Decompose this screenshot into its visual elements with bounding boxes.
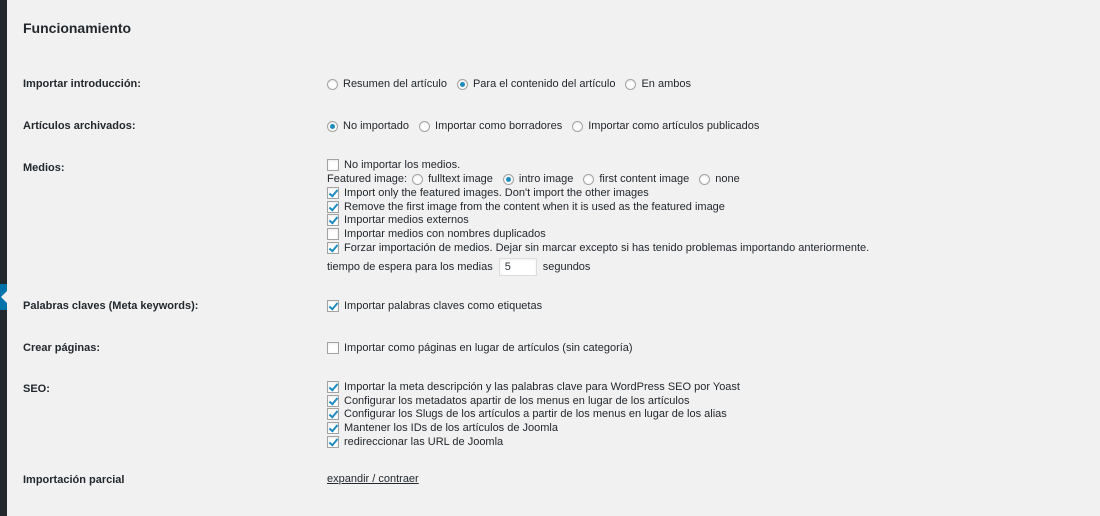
media-force-import-label: Forzar importación de medios. Dejar sin marcar excepto si has tenido problemas importando anteriormente.: [344, 242, 870, 254]
seo-slugs-menus-checkbox[interactable]: [327, 408, 339, 420]
keywords-as-tags-checkbox[interactable]: [327, 300, 339, 312]
seo-redirect-urls-label: redireccionar las URL de Joomla: [344, 436, 504, 448]
media-duplicate-names-checkbox[interactable]: [327, 228, 339, 240]
media-duplicate-names-label: Importar medios con nombres duplicados: [344, 228, 546, 240]
archived-option-not-imported-label: No importado: [343, 120, 410, 132]
featured-radio-none[interactable]: [699, 174, 710, 185]
media-check-row: [327, 186, 649, 200]
menu-pointer-arrow-icon: [1, 290, 8, 304]
archived-radio-published[interactable]: [572, 121, 583, 132]
pages-label: Crear páginas:: [23, 342, 101, 354]
admin-sidebar-edge: [0, 0, 7, 516]
intro-radio-content[interactable]: [457, 79, 468, 90]
featured-option-intro-label: intro image: [518, 173, 574, 185]
media-no-import-row: [327, 158, 460, 172]
archived-option-drafts-label: Importar como borradores: [435, 120, 563, 132]
seo-check-row: [327, 435, 503, 449]
media-remove-first-image-label: Remove the first image from the content when it is used as the featured image: [344, 201, 725, 213]
featured-radio-fulltext[interactable]: [412, 174, 423, 185]
keywords-as-tags-label: Importar palabras claves como etiquetas: [344, 300, 543, 312]
keywords-row: [327, 299, 542, 313]
featured-radio-intro[interactable]: [503, 174, 514, 185]
featured-option-none-label: none: [715, 173, 740, 185]
archived-option-published-label: Importar como artículos publicados: [588, 120, 760, 132]
media-timeout-label: tiempo de espera para los medias: [327, 261, 493, 273]
media-check-row: [327, 200, 725, 214]
media-check-row: [327, 213, 469, 227]
seo-keep-ids-label: Mantener los IDs de los artículos de Joomla: [344, 422, 558, 434]
seo-check-row: [327, 380, 740, 394]
archived-radio-drafts[interactable]: [419, 121, 430, 132]
seo-yoast-label: Importar la meta descripción y las palabras clave para WordPress SEO por Yoast: [344, 381, 740, 393]
intro-radio-both[interactable]: [625, 79, 636, 90]
seo-check-row: [327, 407, 727, 421]
expand-collapse-link[interactable]: expandir / contraer: [327, 473, 419, 485]
archived-label: Artículos archivados:: [23, 120, 136, 132]
media-featured-only-label: Import only the featured images. Don't import the other images: [344, 187, 649, 199]
featured-option-fulltext-label: fulltext image: [428, 173, 493, 185]
media-label: Medios:: [23, 162, 65, 174]
seo-keep-ids-checkbox[interactable]: [327, 422, 339, 434]
seo-redirect-urls-checkbox[interactable]: [327, 436, 339, 448]
seo-check-row: [327, 421, 558, 435]
pages-import-as-pages-checkbox[interactable]: [327, 342, 339, 354]
media-external-label: Importar medios externos: [344, 214, 469, 226]
featured-radio-first-content[interactable]: [583, 174, 594, 185]
featured-image-row: [327, 172, 740, 186]
seo-label: SEO:: [23, 383, 50, 395]
seo-metadata-menus-label: Configurar los metadatos apartir de los menus en lugar de los artículos: [344, 395, 690, 407]
pages-row: [327, 341, 633, 355]
media-remove-first-image-checkbox[interactable]: [327, 201, 339, 213]
intro-option-both-label: En ambos: [641, 78, 691, 90]
intro-option-summary-label: Resumen del artículo: [343, 78, 447, 90]
featured-option-first-content-label: first content image: [599, 173, 690, 185]
media-timeout-unit: segundos: [542, 261, 591, 273]
seo-slugs-menus-label: Configurar los Slugs de los artículos a partir de los menus en lugar de los alias: [344, 408, 727, 420]
intro-radio-summary[interactable]: [327, 79, 338, 90]
media-no-import-checkbox[interactable]: [327, 159, 339, 171]
intro-option-content-label: Para el contenido del artículo: [472, 78, 616, 90]
media-force-import-checkbox[interactable]: [327, 242, 339, 254]
archived-radio-not-imported[interactable]: [327, 121, 338, 132]
media-timeout-row: [327, 258, 590, 276]
keywords-label: Palabras claves (Meta keywords):: [23, 300, 199, 312]
pages-import-as-pages-label: Importar como páginas en lugar de artículos (sin categoría): [344, 342, 633, 354]
media-external-checkbox[interactable]: [327, 214, 339, 226]
media-check-row: [327, 227, 546, 241]
partial-import-label: Importación parcial: [23, 474, 125, 486]
seo-check-row: [327, 394, 689, 408]
section-title: Funcionamiento: [23, 20, 132, 36]
featured-image-label: Featured image:: [327, 173, 408, 185]
media-featured-only-checkbox[interactable]: [327, 187, 339, 199]
media-no-import-label: No importar los medios.: [344, 159, 461, 171]
seo-metadata-menus-checkbox[interactable]: [327, 395, 339, 407]
media-timeout-input[interactable]: [499, 258, 537, 276]
media-check-row: [327, 241, 869, 255]
archived-options: [327, 119, 759, 133]
intro-options: [327, 77, 691, 91]
intro-label: Importar introducción:: [23, 78, 141, 90]
seo-yoast-checkbox[interactable]: [327, 381, 339, 393]
